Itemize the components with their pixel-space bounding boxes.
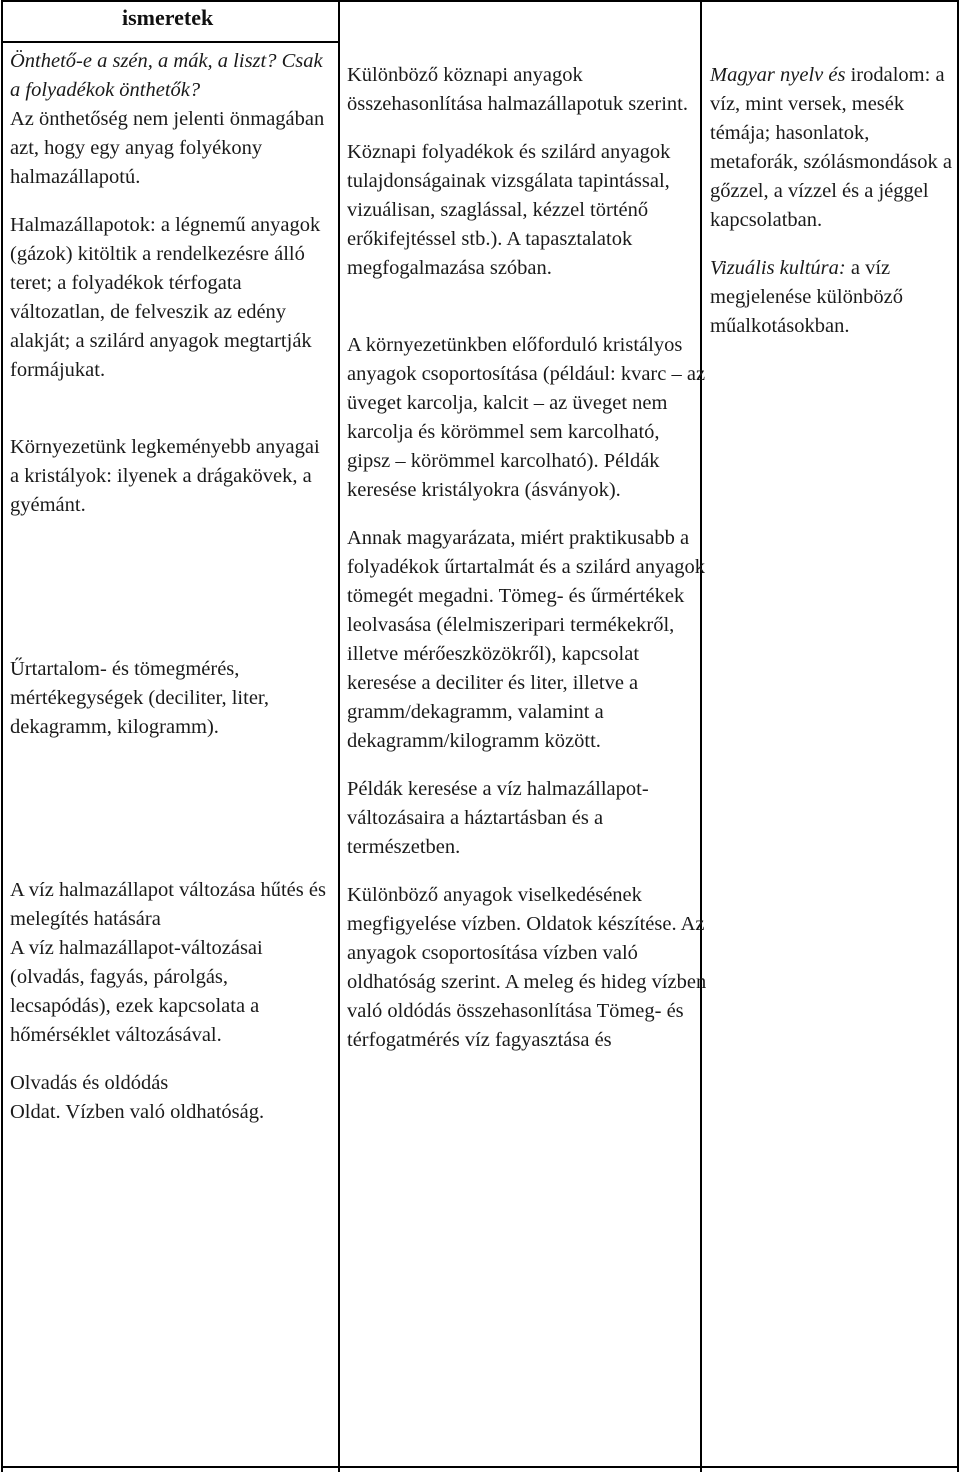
states-of-matter-text: Halmazállapotok: a légnemű anyagok (gázok) kitöltik a rendelkezésre álló teret; a folyadékok térfogata változatlan, de felveszik az edény alakját; a szilárd anyagok megtartják formájukat. bbox=[10, 214, 321, 381]
column-ismeretek bbox=[10, 47, 328, 1127]
column-activities bbox=[347, 61, 707, 1055]
capacity-explanation-text: Annak magyarázata, miért praktikusabb a folyadékok űrtartalmát és a szilárd anyagok tömegét megadni. Tömeg- és űrmértékek leolvasása (élelmiszeripari termékekről, illetve mérőeszközökről), kapcsolat keresése a deciliter és liter, illetve a gramm/dekagramm, valamint a dekagramm/kilogramm között. bbox=[347, 527, 706, 752]
water-change-text: A víz halmazállapot-változásai (olvadás, fagyás, párolgás, lecsapódás), ezek kapcsolata a hőmérséklet változásával. bbox=[10, 937, 263, 1046]
measurement-text: Űrtartalom- és tömegmérés, mértékegységek (deciliter, liter, dekagramm, kilogramm). bbox=[10, 658, 270, 738]
table-bottom-border bbox=[1, 1466, 959, 1468]
visual-culture-text bbox=[710, 254, 958, 341]
literature-link-body: irodalom: a víz, mint versek, mesék témája; hasonlatok, metaforák, szólásmondások a gőzzel, a vízzel és a jéggel kapcsolatban. bbox=[710, 64, 952, 231]
header-top-border bbox=[1, 0, 959, 2]
question-italic: Önthető-e a szén, a mák, a liszt? Csak a folyadékok önthetők? bbox=[10, 50, 323, 101]
dissolving-observation-text: Különböző anyagok viselkedésének megfigyelése vízben. Oldatok készítése. Az anyagok csoportosítása vízben való oldhatóság szerint. A meleg és hideg vízben való oldódás összehasonlítása Tömeg- és térfogatmérés víz fagyasztása és bbox=[347, 884, 707, 1051]
crystals-text: Környezetünk legkeményebb anyagai a kristályok: ilyenek a drágakövek, a gyémánt. bbox=[10, 436, 320, 516]
table-border-col1-col2 bbox=[338, 0, 340, 1472]
water-change-title: A víz halmazállapot változása hűtés és melegítés hatására bbox=[10, 879, 326, 930]
pourability-text: Az önthetőség nem jelenti önmagában azt, hogy egy anyag folyékony halmazállapotú. bbox=[10, 108, 325, 188]
table-border-left bbox=[1, 0, 3, 1472]
water-examples-text: Példák keresése a víz halmazállapot-változásaira a háztartásban és a természetben. bbox=[347, 778, 649, 858]
question-text bbox=[10, 47, 328, 105]
comparison-text: Különböző köznapi anyagok összehasonlítása halmazállapotuk szerint. bbox=[347, 64, 688, 115]
column-connections bbox=[710, 61, 958, 341]
melting-dissolving-title: Olvadás és oldódás bbox=[10, 1072, 169, 1094]
literature-link-text bbox=[710, 61, 958, 235]
visual-culture-body: a víz megjelenése különböző műalkotásokban. bbox=[710, 257, 903, 337]
solution-text: Oldat. Vízben való oldhatóság. bbox=[10, 1101, 265, 1123]
crystal-grouping-text: A környezetünkben előforduló kristályos anyagok csoportosítása (például: kvarc – az üveget karcolja, kalcit – az üveget nem karcolja és körömmel sem karcolható, gipsz – körömmel karcolható). Példák keresése kristályokra (ásványok). bbox=[347, 334, 706, 501]
column-header-ismeretek: ismeretek bbox=[122, 5, 214, 30]
header-bottom-border bbox=[1, 41, 338, 43]
visual-culture-subject: Vizuális kultúra: bbox=[710, 257, 846, 279]
examination-text: Köznapi folyadékok és szilárd anyagok tulajdonságainak vizsgálata tapintással, vizuálisan, szaglással, kézzel történő erőkifejtéssel stb.). A tapasztalatok megfogalmazása szóban. bbox=[347, 141, 671, 279]
literature-link-subject: Magyar nyelv és bbox=[710, 64, 846, 86]
